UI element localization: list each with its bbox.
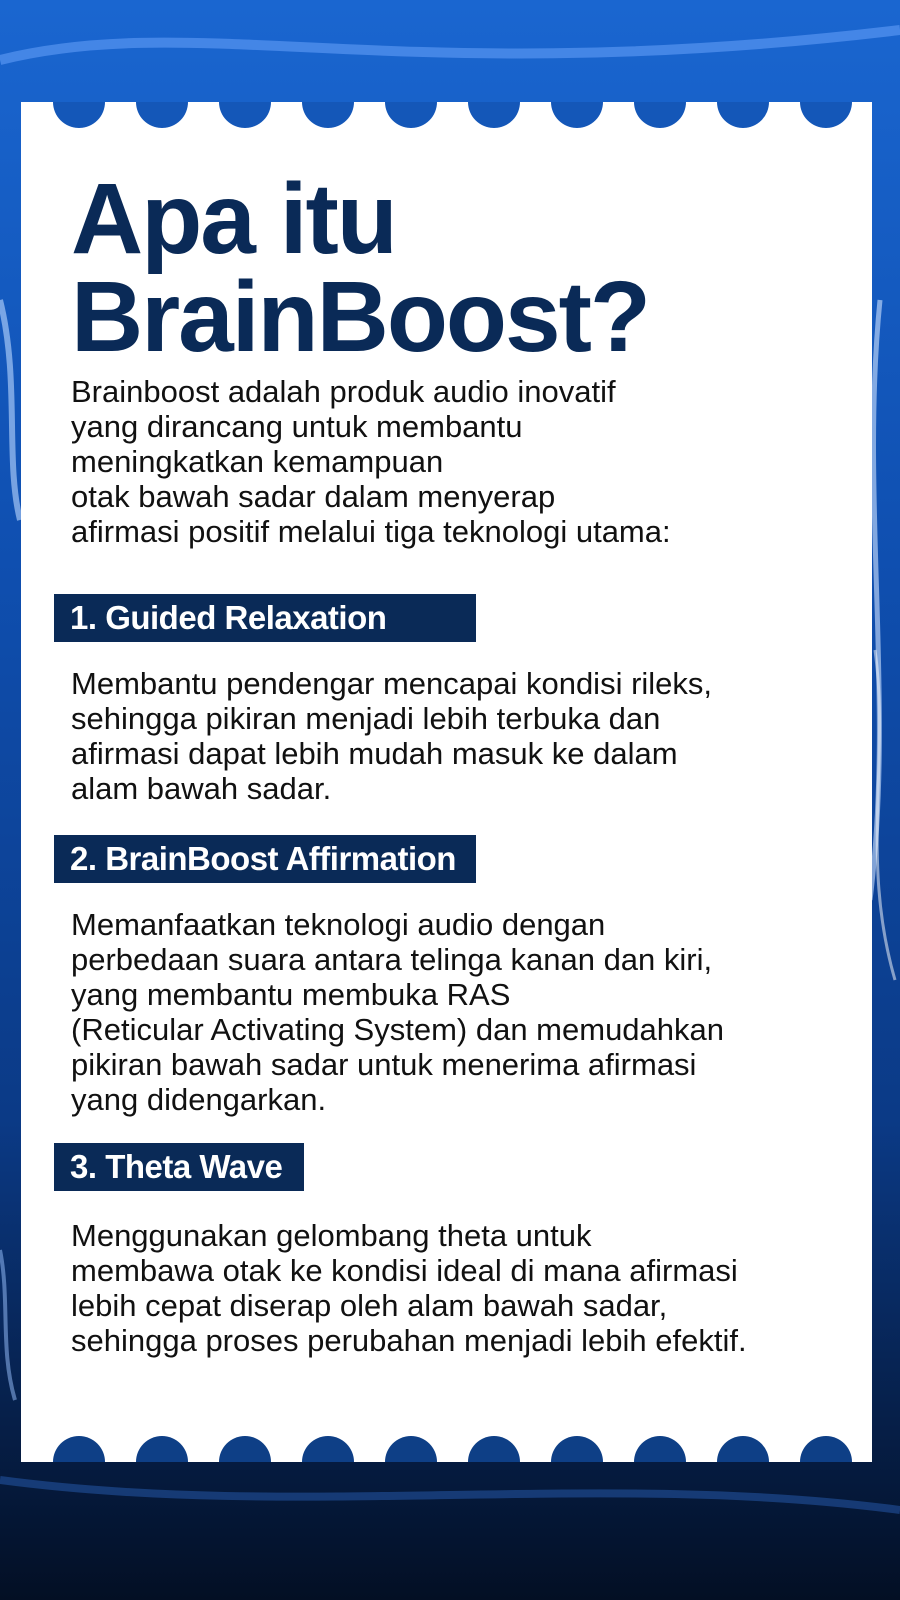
content-card [21, 102, 872, 1462]
section-text-guided-relaxation: Membantu pendengar mencapai kondisi rileks, sehingga pikiran menjadi lebih terbuka dan afirmasi dapat lebih mudah masuk ke dalam alam bawah sadar. [71, 666, 713, 806]
section-text-theta-wave: Menggunakan gelombang theta untuk membawa otak ke kondisi ideal di mana afirmasi lebih cepat diserap oleh alam bawah sadar, sehingga proses perubahan menjadi lebih efektif. [71, 1218, 747, 1358]
ticket-edge-top [21, 102, 872, 134]
intro-paragraph: Brainboost adalah produk audio inovatif yang dirancang untuk membantu meningkatkan kemampuan otak bawah sadar dalam menyerap afirmasi positif melalui tiga teknologi utama: [71, 374, 671, 549]
page-title: Apa itu BrainBoost? [71, 163, 649, 373]
ticket-edge-bottom [21, 1430, 872, 1462]
section-heading-brainboost-affirmation: 2. BrainBoost Affirmation [54, 835, 476, 883]
section-text-brainboost-affirmation: Memanfaatkan teknologi audio dengan perbedaan suara antara telinga kanan dan kiri, yang membantu membuka RAS (Reticular Activating System) dan memudahkan pikiran bawah sadar untuk menerima afirmasi yang didengarkan. [71, 907, 725, 1117]
section-heading-theta-wave: 3. Theta Wave [54, 1143, 304, 1191]
section-heading-guided-relaxation: 1. Guided Relaxation [54, 594, 476, 642]
